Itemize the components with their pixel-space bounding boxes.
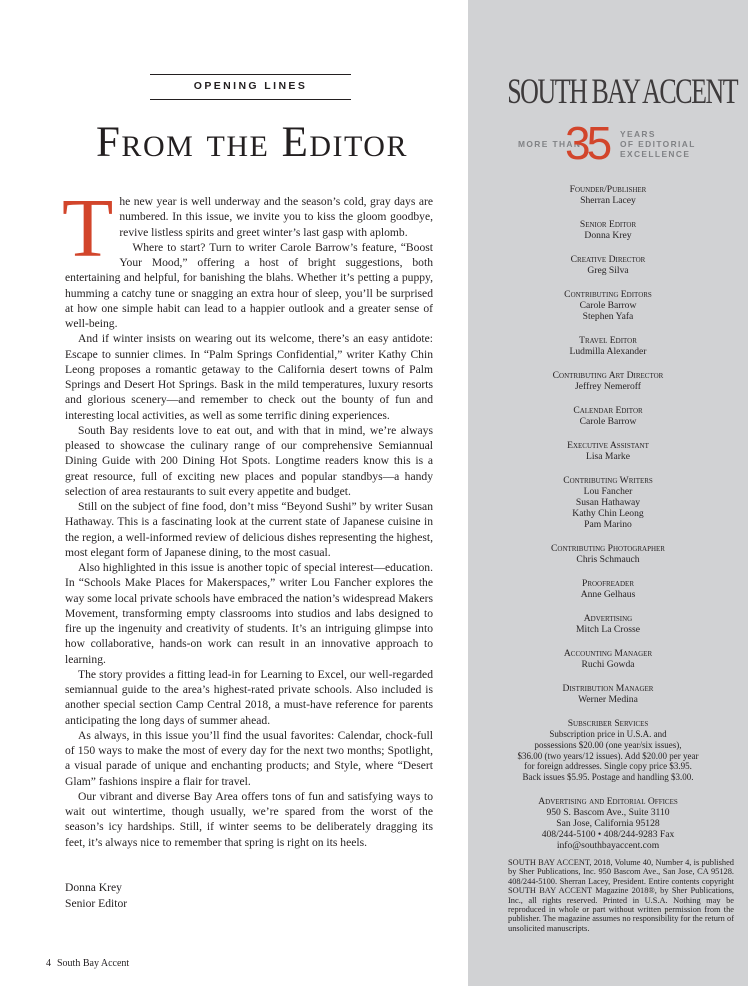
subscriber-title: Subscriber Services bbox=[567, 718, 649, 729]
editor-letter bbox=[62, 182, 433, 850]
page-title: From the Editor bbox=[96, 119, 408, 166]
signoff bbox=[65, 880, 127, 911]
tagline-more: MORE THAN bbox=[518, 139, 582, 149]
staff-names: Lou Fancher Susan Hathaway Kathy Chin Leong Pam Marino bbox=[572, 486, 644, 530]
staff-role: Calendar Editor bbox=[573, 405, 643, 416]
article-paragraph: The story provides a fitting lead-in for Learning to Excel, our well-regarded semiannual guide to the area’s highest-rated private schools. Also included is another special section Camp Central 2018, a must-have reference for parents anticipating the long days of summer ahead. bbox=[65, 667, 433, 727]
staff-role: Travel Editor bbox=[579, 335, 637, 346]
staff-role: Contributing Writers bbox=[563, 475, 653, 486]
staff-entry bbox=[468, 405, 748, 427]
staff-names: Carole Barrow bbox=[579, 416, 637, 427]
article-paragraph: Where to start? Turn to writer Carole Barrow’s feature, “Boost Your Mood,” offering a host of bright suggestions, both entertaining and helpful, for banishing the blahs. Whether it’s petting a puppy, humming a catchy tune or snagging an extra hour of sleep, you’ll be surprised at how one simple habit can lead to a happier outlook and a greater sense of well-being. bbox=[65, 240, 433, 330]
staff-entry bbox=[468, 475, 748, 530]
staff-names: Carole Barrow Stephen Yafa bbox=[579, 300, 637, 322]
staff-role: Executive Assistant bbox=[567, 440, 649, 451]
staff-role: Advertising bbox=[583, 613, 633, 624]
staff-list bbox=[468, 184, 748, 864]
staff-entry bbox=[468, 370, 748, 392]
staff-names: Ruchi Gowda bbox=[581, 659, 635, 670]
staff-entry bbox=[468, 219, 748, 241]
anniversary-tagline bbox=[518, 117, 718, 169]
staff-role: Accounting Manager bbox=[563, 648, 653, 659]
staff-names: Chris Schmauch bbox=[576, 554, 640, 565]
masthead-sidebar bbox=[468, 0, 748, 986]
staff-names: Donna Krey bbox=[584, 230, 632, 241]
offices-text: 950 S. Bascom Ave., Suite 3110 San Jose, California 95128 408/244-5100 • 408/244-9283 Fax info@southbayaccent.com bbox=[541, 806, 675, 851]
publication-name: South Bay Accent bbox=[57, 958, 130, 969]
staff-names: Mitch La Crosse bbox=[576, 624, 640, 635]
staff-entry bbox=[468, 578, 748, 600]
article-paragraph: Our vibrant and diverse Bay Area offers tons of fun and satisfying ways to wait out wintertime, though usually, we’re spared from the worst of the season’s icy hardships. Still, if winter seems to be deliberately dragging its feet, it’s always nice to remember that spring is right on its heels. bbox=[65, 789, 433, 849]
signoff-title: Senior Editor bbox=[65, 896, 128, 910]
bottom-rule bbox=[150, 99, 351, 100]
staff-entry bbox=[468, 648, 748, 670]
section-label: OPENING LINES bbox=[193, 80, 308, 92]
offices-title: Advertising and Editorial Offices bbox=[538, 795, 678, 807]
staff-names: Greg Silva bbox=[587, 265, 629, 276]
staff-entry bbox=[468, 184, 748, 206]
article-paragraph: As always, in this issue you’ll find the usual favorites: Calendar, chock-full of 150 ways to make the most of every day for the next two months; Spotlight, a visual parade of unique and enchanting products; and Style, where “Desert Glam” fashions inspire a flair for travel. bbox=[65, 728, 433, 788]
page-footer bbox=[46, 958, 129, 969]
staff-entry bbox=[468, 543, 748, 565]
staff-role: Creative Director bbox=[570, 254, 646, 265]
subscriber-text: Subscription price in U.S.A. and possessions $20.00 (one year/six issues), $36.00 (two years/12 issues). Add $20.00 per year for foreign addresses. Single copy price $3.95. Back issues $5.95. Postage and handling $3.00. bbox=[517, 729, 699, 783]
tagline-number: 35 bbox=[565, 117, 609, 169]
article-paragraph: Still on the subject of fine food, don’t miss “Beyond Sushi” by writer Susan Hathaway. This is a fascinating look at the current state of Japanese cuisine in the region, a well-informed review of delicious dishes representing the highest, most elegant form of Japanese dining, to the most casual. bbox=[65, 500, 433, 559]
staff-names: Werner Medina bbox=[578, 694, 638, 705]
staff-entry bbox=[468, 289, 748, 322]
subscriber-services bbox=[468, 718, 748, 783]
staff-entry bbox=[468, 335, 748, 357]
staff-entry bbox=[468, 683, 748, 705]
staff-names: Anne Gelhaus bbox=[580, 589, 636, 600]
staff-role: Founder/Publisher bbox=[569, 184, 647, 195]
offices bbox=[468, 796, 748, 851]
article-paragraph: South Bay residents love to eat out, and with that in mind, we’re always pleased to showcase the culinary range of our comprehensive Semiannual Dining Guide with 200 Dining Hot Spots. Longtime readers know this is a great resource, full of exciting new places and popular standbys—a handy selection of area restaurants to suit every appetite and budget. bbox=[65, 423, 433, 498]
staff-entry bbox=[468, 440, 748, 462]
article-paragraph: Also highlighted in this issue is another topic of special interest—education. In “Schools Make Places for Makerspaces,” writer Lou Fancher explores the way some local private schools have embraced the nation’s widespread Makers Movement, transforming empty classrooms into studios and labs designed to fire up the ingenuity and creativity of students. It’s an intriguing glimpse into how collaborative, hands-on work can result in an innovative approach to learning. bbox=[65, 561, 433, 666]
staff-entry bbox=[468, 254, 748, 276]
magazine-logo: SOUTH BAY ACCENT bbox=[507, 71, 738, 111]
staff-role: Senior Editor bbox=[579, 219, 637, 230]
staff-role: Proofreader bbox=[581, 578, 634, 589]
drop-cap: T bbox=[62, 182, 114, 275]
staff-names: Lisa Marke bbox=[586, 451, 630, 462]
staff-names: Jeffrey Nemeroff bbox=[575, 381, 641, 392]
article-paragraph: The new year is well underway and the season’s cold, gray days are numbered. In this issue, we invite you to kiss the gloom goodbye, revive listless spirits and greet winter’s last gasp with aplomb. bbox=[62, 182, 433, 275]
tagline-years: YEARS OF EDITORIAL EXCELLENCE bbox=[620, 129, 696, 159]
publication-fineprint: SOUTH BAY ACCENT, 2018, Volume 40, Number 4, is published by Sher Publications, Inc. 950 Bascom Ave., San Jose, CA 95128. 408/244-5100. Sherran Lacey, President. Entire contents copyright SOUTH BAY ACCENT Magazine 2018®, by Sher Publications, Inc., all rights reserved. Printed in U.S.A. Nothing may be reproduced in whole or part without written permission from the publisher. The magazine assumes no responsibility for the return of unsolicited manuscripts. bbox=[508, 858, 734, 933]
staff-role: Distribution Manager bbox=[562, 683, 654, 694]
article-paragraph: And if winter insists on wearing out its welcome, there’s an easy antidote: Escape to sunnier climes. In “Palm Springs Confidential,” writer Kathy Chin Leong proposes a romantic getaway to the California desert towns of Palm Springs and Desert Hot Springs. Bask in the mild temperatures, luxury resorts and glorious scenery—and remember to check out the bounty of fun and interesting local activities, as well as some terrific dining experiences. bbox=[65, 332, 433, 422]
staff-names: Sherran Lacey bbox=[580, 195, 636, 206]
staff-names: Ludmilla Alexander bbox=[569, 346, 647, 357]
top-rule bbox=[150, 74, 351, 75]
staff-role: Contributing Art Director bbox=[552, 370, 664, 381]
page-number: 4 bbox=[46, 958, 51, 969]
staff-role: Contributing Photographer bbox=[551, 543, 665, 554]
signoff-name: Donna Krey bbox=[65, 881, 122, 894]
staff-entry bbox=[468, 613, 748, 635]
staff-role: Contributing Editors bbox=[564, 289, 652, 300]
